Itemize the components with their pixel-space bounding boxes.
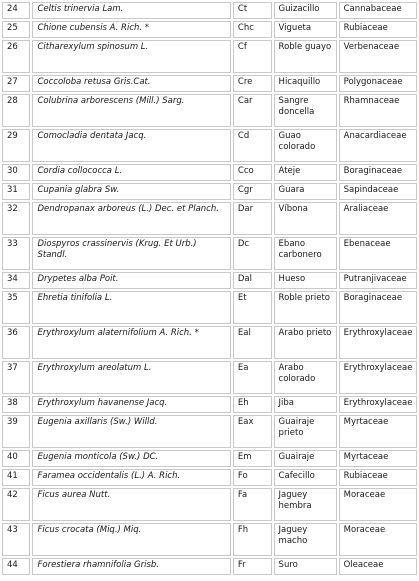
species-name: Drypetes alba Poit. [32,272,230,289]
family-name: Myrtaceae [339,415,417,448]
species-code: Dc [233,237,272,270]
common-name: Hicaquillo [274,75,337,92]
table-row [2,272,417,289]
table-row [2,183,417,200]
family-name: Oleaceae [339,558,417,575]
species-code: Fr [233,558,272,575]
table-row [2,202,417,235]
table-row [2,396,417,413]
species-code: Eal [233,326,272,359]
common-name: Guao colorado [274,129,337,162]
table-row [2,75,417,92]
family-name: Ebenaceae [339,237,417,270]
species-name: Eugenia monticola (Sw.) DC. [32,450,230,467]
row-number: 38 [2,396,30,413]
table-row [2,326,417,359]
species-code: Fo [233,469,272,486]
species-table-body [2,2,417,575]
common-name: Jaguey macho [274,523,337,556]
table-row [2,129,417,162]
species-name: Cordia collococca L. [32,164,230,181]
row-number: 31 [2,183,30,200]
common-name: Suro [274,558,337,575]
species-name: Chione cubensis A. Rich. * [32,21,230,38]
family-name: Putranjivaceae [339,272,417,289]
common-name: Ateje [274,164,337,181]
species-name: Celtis trinervia Lam. [32,2,230,19]
row-number: 30 [2,164,30,181]
species-name: Ficus crocata (Miq.) Miq. [32,523,230,556]
row-number: 33 [2,237,30,270]
table-row [2,2,417,19]
species-name: Erythroxylum havanense Jacq. [32,396,230,413]
species-code: Eh [233,396,272,413]
common-name: Guairaje prieto [274,415,337,448]
row-number: 35 [2,291,30,324]
common-name: Víbona [274,202,337,235]
row-number: 34 [2,272,30,289]
species-name: Eugenia axillaris (Sw.) Willd. [32,415,230,448]
row-number: 42 [2,488,30,521]
common-name: Guizacillo [274,2,337,19]
family-name: Boraginaceae [339,164,417,181]
common-name: Jiba [274,396,337,413]
table-row [2,40,417,73]
family-name: Sapindaceae [339,183,417,200]
row-number: 26 [2,40,30,73]
common-name: Guara [274,183,337,200]
species-name: Colubrina arborescens (Mill.) Sarg. [32,94,230,127]
family-name: Myrtaceae [339,450,417,467]
common-name: Roble prieto [274,291,337,324]
family-name: Erythroxylaceae [339,326,417,359]
species-code: Fa [233,488,272,521]
row-number: 36 [2,326,30,359]
row-number: 24 [2,2,30,19]
species-code: Cco [233,164,272,181]
species-code: Car [233,94,272,127]
species-name: Diospyros crassinervis (Krug. Et Urb.) Standl. [32,237,230,270]
species-name: Coccoloba retusa Gris.Cat. [32,75,230,92]
family-name: Cannabaceae [339,2,417,19]
row-number: 43 [2,523,30,556]
family-name: Verbenaceae [339,40,417,73]
row-number: 29 [2,129,30,162]
table-row [2,94,417,127]
species-name: Ehretia tinifolia L. [32,291,230,324]
species-name: Faramea occidentalis (L.) A. Rich. [32,469,230,486]
species-code: Em [233,450,272,467]
species-code: Dar [233,202,272,235]
common-name: Sangre doncella [274,94,337,127]
common-name: Vigueta [274,21,337,38]
family-name: Rubiaceae [339,469,417,486]
species-code: Cre [233,75,272,92]
common-name: Ebano carbonero [274,237,337,270]
family-name: Moraceae [339,488,417,521]
species-name: Cupania glabra Sw. [32,183,230,200]
species-code: Ct [233,2,272,19]
species-code: Eax [233,415,272,448]
table-row [2,21,417,38]
family-name: Araliaceae [339,202,417,235]
table-row [2,237,417,270]
row-number: 28 [2,94,30,127]
table-row [2,558,417,575]
family-name: Rhamnaceae [339,94,417,127]
species-name: Comocladia dentata Jacq. [32,129,230,162]
table-row [2,469,417,486]
row-number: 44 [2,558,30,575]
family-name: Boraginaceae [339,291,417,324]
common-name: Jaguey hembra [274,488,337,521]
table-row [2,415,417,448]
family-name: Erythroxylaceae [339,396,417,413]
common-name: Guairaje [274,450,337,467]
table-row [2,164,417,181]
species-code: Fh [233,523,272,556]
common-name: Roble guayo [274,40,337,73]
table-row [2,361,417,394]
species-code: Et [233,291,272,324]
species-code: Cf [233,40,272,73]
species-name: Forestiera rhamnifolia Grisb. [32,558,230,575]
family-name: Polygonaceae [339,75,417,92]
row-number: 27 [2,75,30,92]
common-name: Cafecillo [274,469,337,486]
family-name: Anacardiaceae [339,129,417,162]
species-code: Dal [233,272,272,289]
table-row [2,523,417,556]
family-name: Erythroxylaceae [339,361,417,394]
species-name: Dendropanax arboreus (L.) Dec. et Planch. [32,202,230,235]
row-number: 25 [2,21,30,38]
family-name: Moraceae [339,523,417,556]
table-row [2,450,417,467]
table-row [2,488,417,521]
row-number: 37 [2,361,30,394]
row-number: 39 [2,415,30,448]
common-name: Hueso [274,272,337,289]
species-code: Ea [233,361,272,394]
common-name: Arabo prieto [274,326,337,359]
family-name: Rubiaceae [339,21,417,38]
species-name: Citharexylum spinosum L. [32,40,230,73]
row-number: 32 [2,202,30,235]
species-code: Chc [233,21,272,38]
species-name: Erythroxylum alaternifolium A. Rich. * [32,326,230,359]
table-row [2,291,417,324]
common-name: Arabo colorado [274,361,337,394]
row-number: 41 [2,469,30,486]
row-number: 40 [2,450,30,467]
species-code: Cd [233,129,272,162]
species-name: Erythroxylum areolatum L. [32,361,230,394]
species-name: Ficus aurea Nutt. [32,488,230,521]
species-code: Cgr [233,183,272,200]
